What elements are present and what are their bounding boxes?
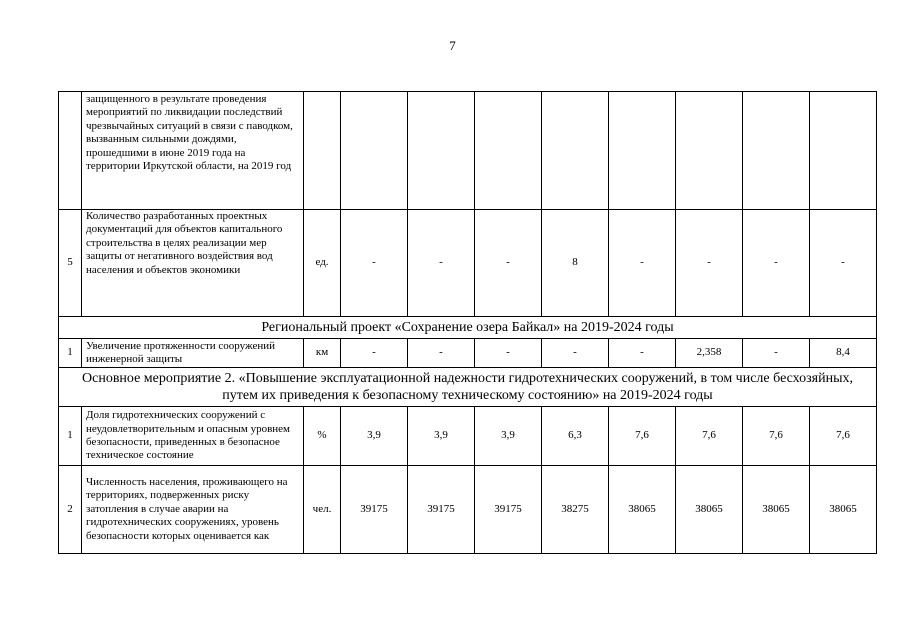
- value-cell: 3,9: [408, 407, 475, 466]
- value-cell: 38065: [676, 466, 743, 554]
- value-cell: [475, 92, 542, 210]
- indicator-name-cell: Доля гидротехнических сооружений с неудовлетворительным и опасным уровнем безопасности, приведенных в безопасное техническое состояние: [82, 407, 304, 466]
- table-row: [59, 407, 877, 466]
- table-row: [59, 339, 877, 368]
- table-row: [59, 92, 877, 210]
- value-cell: [810, 92, 877, 210]
- indicator-name-cell: Численность населения, проживающего на территориях, подверженных риску затопления в случае аварии на гидротехнических сооружениях, уровень безопасности которых оценивается как: [82, 466, 304, 554]
- row-number-cell: 5: [59, 210, 82, 317]
- unit-cell: [304, 92, 341, 210]
- page-number: 7: [449, 38, 456, 53]
- value-cell: -: [341, 339, 408, 368]
- value-cell: 2,358: [676, 339, 743, 368]
- unit-cell: %: [304, 407, 341, 466]
- value-cell: 7,6: [743, 407, 810, 466]
- value-cell: -: [542, 339, 609, 368]
- value-cell: 7,6: [609, 407, 676, 466]
- row-number-cell: 2: [59, 466, 82, 554]
- unit-cell: км: [304, 339, 341, 368]
- section-heading: Региональный проект «Сохранение озера Байкал» на 2019-2024 годы: [59, 317, 877, 339]
- table-row: [59, 466, 877, 554]
- row-number-cell: 1: [59, 407, 82, 466]
- indicator-name-cell: защищенного в результате проведения мероприятий по ликвидации последствий чрезвычайных ситуаций в связи с паводком, вызванным сильными дождями, прошедшими в июне 2019 года на территории Иркутской области, на 2019 год: [82, 92, 304, 210]
- value-cell: 38065: [609, 466, 676, 554]
- value-cell: 3,9: [475, 407, 542, 466]
- value-cell: -: [475, 339, 542, 368]
- value-cell: 7,6: [676, 407, 743, 466]
- value-cell: 8,4: [810, 339, 877, 368]
- value-cell: -: [341, 210, 408, 317]
- row-number-cell: [59, 92, 82, 210]
- value-cell: 8: [542, 210, 609, 317]
- unit-cell: ед.: [304, 210, 341, 317]
- indicator-name-cell: Увеличение протяженности сооружений инженерной защиты: [82, 339, 304, 368]
- value-cell: 39175: [408, 466, 475, 554]
- value-cell: 6,3: [542, 407, 609, 466]
- value-cell: 3,9: [341, 407, 408, 466]
- value-cell: -: [743, 210, 810, 317]
- value-cell: -: [475, 210, 542, 317]
- value-cell: -: [408, 210, 475, 317]
- value-cell: 7,6: [810, 407, 877, 466]
- value-cell: [743, 92, 810, 210]
- value-cell: -: [609, 210, 676, 317]
- section-heading: Основное мероприятие 2. «Повышение эксплуатационной надежности гидротехнических сооружений, в том числе бесхозяйных, путем их приведения к безопасному техническому состоянию» на 2019-2024 годы: [59, 368, 877, 407]
- value-cell: -: [609, 339, 676, 368]
- value-cell: [542, 92, 609, 210]
- value-cell: -: [408, 339, 475, 368]
- value-cell: 39175: [341, 466, 408, 554]
- unit-cell: чел.: [304, 466, 341, 554]
- value-cell: 38275: [542, 466, 609, 554]
- table-row: [59, 210, 877, 317]
- value-cell: 39175: [475, 466, 542, 554]
- value-cell: -: [676, 210, 743, 317]
- section-row: [59, 317, 877, 339]
- value-cell: -: [743, 339, 810, 368]
- section-row: [59, 368, 877, 407]
- value-cell: [609, 92, 676, 210]
- value-cell: -: [810, 210, 877, 317]
- value-cell: 38065: [810, 466, 877, 554]
- value-cell: 38065: [743, 466, 810, 554]
- value-cell: [341, 92, 408, 210]
- row-number-cell: 1: [59, 339, 82, 368]
- value-cell: [676, 92, 743, 210]
- value-cell: [408, 92, 475, 210]
- indicator-name-cell: Количество разработанных проектных документаций для объектов капитального строительства в целях реализации мер защиты от негативного воздействия вод населения и объектов экономики: [82, 210, 304, 317]
- indicators-table: [58, 91, 877, 554]
